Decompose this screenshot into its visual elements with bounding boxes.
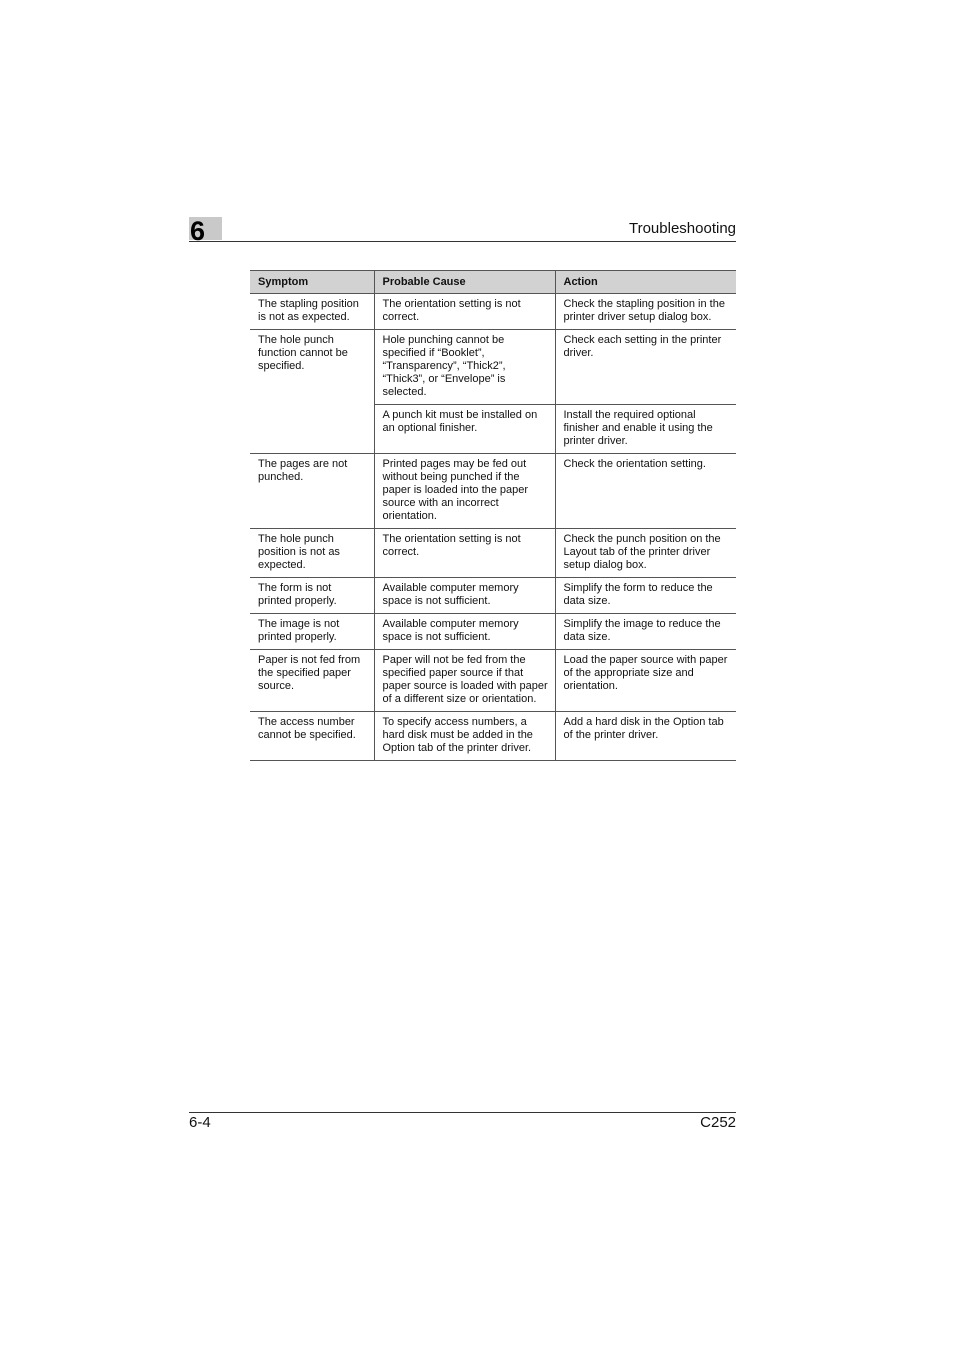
header-divider <box>189 241 736 242</box>
chapter-number: 6 <box>190 216 206 246</box>
symptom-cell: The hole punch function cannot be specified. <box>250 330 374 454</box>
table-row <box>250 454 736 529</box>
column-header-action: Action <box>555 271 736 294</box>
table-row <box>250 330 736 405</box>
symptom-cell: The form is not printed properly. <box>250 578 374 614</box>
symptom-cell: The stapling position is not as expected. <box>250 294 374 330</box>
table-row <box>250 712 736 761</box>
table-body <box>250 294 736 761</box>
probable-cause-cell: Available computer memory space is not sufficient. <box>374 614 555 650</box>
symptom-cell: Paper is not fed from the specified paper source. <box>250 650 374 712</box>
column-header-symptom: Symptom <box>250 271 374 294</box>
symptom-cell: The hole punch position is not as expected. <box>250 529 374 578</box>
action-cell: Check the stapling position in the printer driver setup dialog box. <box>555 294 736 330</box>
table-row <box>250 614 736 650</box>
probable-cause-cell: Available computer memory space is not sufficient. <box>374 578 555 614</box>
probable-cause-cell: A punch kit must be installed on an optional finisher. <box>374 405 555 454</box>
section-title: Troubleshooting <box>628 220 736 237</box>
symptom-cell: The image is not printed properly. <box>250 614 374 650</box>
probable-cause-cell: To specify access numbers, a hard disk must be added in the Option tab of the printer driver. <box>374 712 555 761</box>
footer-divider <box>189 1112 736 1113</box>
action-cell: Simplify the image to reduce the data size. <box>555 614 736 650</box>
troubleshooting-table <box>250 270 736 761</box>
action-cell: Check each setting in the printer driver. <box>555 330 736 405</box>
action-cell: Check the punch position on the Layout tab of the printer driver setup dialog box. <box>555 529 736 578</box>
probable-cause-cell: The orientation setting is not correct. <box>374 294 555 330</box>
table-row <box>250 294 736 330</box>
probable-cause-cell: The orientation setting is not correct. <box>374 529 555 578</box>
table-row <box>250 578 736 614</box>
model-name: C252 <box>700 1114 736 1131</box>
symptom-cell: The pages are not punched. <box>250 454 374 529</box>
symptom-cell: The access number cannot be specified. <box>250 712 374 761</box>
column-header-probable-cause: Probable Cause <box>374 271 555 294</box>
action-cell: Load the paper source with paper of the appropriate size and orientation. <box>555 650 736 712</box>
action-cell: Add a hard disk in the Option tab of the printer driver. <box>555 712 736 761</box>
action-cell: Install the required optional finisher and enable it using the printer driver. <box>555 405 736 454</box>
action-cell: Check the orientation setting. <box>555 454 736 529</box>
table-row <box>250 650 736 712</box>
table-row <box>250 529 736 578</box>
table-header-row <box>250 271 736 294</box>
action-cell: Simplify the form to reduce the data size. <box>555 578 736 614</box>
page-number: 6-4 <box>189 1114 211 1131</box>
probable-cause-cell: Paper will not be fed from the specified paper source if that paper source is loaded with paper of a different size or orientation. <box>374 650 555 712</box>
probable-cause-cell: Printed pages may be fed out without being punched if the paper is loaded into the paper source with an incorrect orientation. <box>374 454 555 529</box>
probable-cause-cell: Hole punching cannot be specified if “Booklet”, “Transparency”, “Thick2”, “Thick3”, or “Envelope” is selected. <box>374 330 555 405</box>
